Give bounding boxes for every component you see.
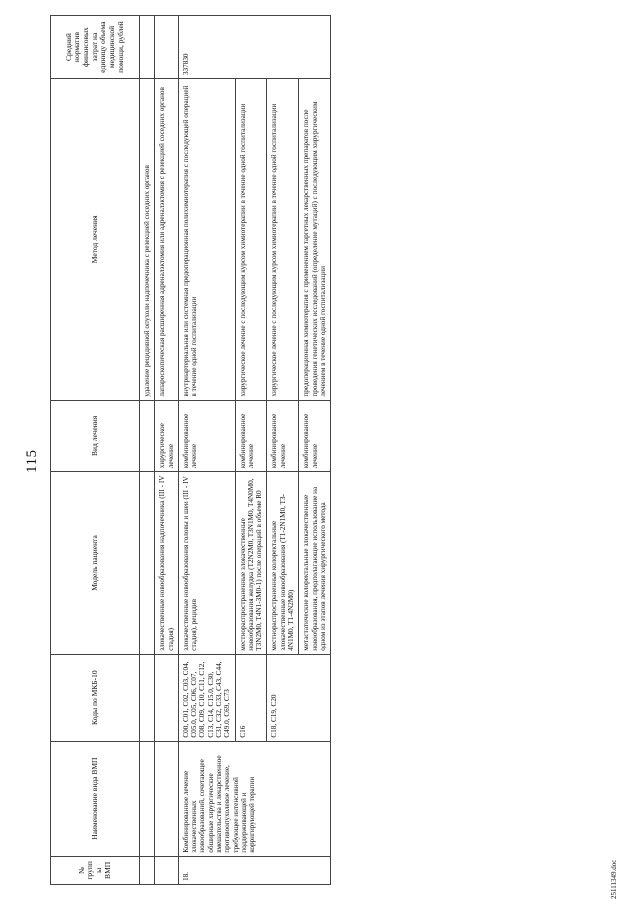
table-row: [140, 16, 155, 885]
cell-method: лапароскопическая расширенная адреналэктомия или адреналэктомия с резекцией соседних органов: [155, 79, 179, 401]
header-icd-codes: Коды по МКБ-10: [51, 654, 140, 741]
cell-model: злокачественные новообразования головы и шеи (III - IV стадия), рецидив: [178, 472, 235, 654]
table-header-row: [51, 16, 140, 885]
cell-method: хирургическое лечение с последующим курсом химиотерапии в течение одной госпитализации: [267, 79, 299, 401]
cell-icd-codes: C16: [235, 654, 267, 741]
cell-type: хирургическое лечение: [155, 400, 179, 472]
cell-type: комбинированное лечение: [267, 400, 299, 472]
table-row: [178, 16, 235, 885]
cell-group-number: 18.: [178, 856, 330, 884]
cell-type: комбинированное лечение: [178, 400, 235, 472]
header-patient-model: Модель пациента: [51, 472, 140, 654]
header-treatment-type: Вид лечения: [51, 400, 140, 472]
cell-method: удаление рецидивной опухоли надпочечника с резекцией соседних органов: [140, 79, 155, 401]
header-treatment-method: Метод лечения: [51, 79, 140, 401]
cell-icd-codes: C18, C19, C20: [267, 654, 331, 741]
treatment-table: [50, 15, 331, 885]
cell-method: предоперационная химиотерапия с применением таргетных лекарственных препаратов после проведения генетических исследований (определение мутаций) с последующим хирургическим лечением в течение одной госпитализации: [299, 79, 331, 401]
cell-method: хирургическое лечение с последующим курсом химиотерапии в течение одной госпитализации: [235, 79, 267, 401]
cell-model: метастатические колоректальные злокачественные новообразования, предполагающие использование на одном из этапов лечения хирургического метода: [299, 472, 331, 654]
cell-type: комбинированное лечение: [235, 400, 267, 472]
header-group-number: № группы ВМП: [51, 856, 140, 884]
cell-model: местнораспространенные злокачественные новообразования желудка (T2N2M0, T3N1M0, T4N0M0, T3N2M0, T4N1-3M0-1) после операций в объеме R0: [235, 472, 267, 654]
cell-model: злокачественные новообразования надпочечника (III - IV стадия): [155, 472, 179, 654]
page-number: 115: [24, 449, 40, 473]
cell-vmp-name: Комбинированное лечение злокачественных новообразований, сочетающее обширные хирургические вмешательства и лекарственное противоопухолевое лечение, требующее интенсивной поддерживающей и корригирующей терапии: [178, 741, 330, 856]
cell-method: внутриартериальная или системная предоперационная полихимиотерапия с последующей операцией в течение одной госпитализации: [178, 79, 235, 401]
footer-filename: 25111349.doc: [610, 859, 618, 899]
header-average-cost: Средний норматив финансовых затрат на единицу объема медицинской помощи, рублей: [51, 16, 140, 79]
header-vmp-name: Наименование вида ВМП: [51, 741, 140, 856]
cell-model: местнораспространенные колоректальные злокачественные новообразования (T1-2N1M0, T3-4N1M0, T1-4N2M0): [267, 472, 299, 654]
table-row: [155, 16, 179, 885]
cell-type: комбинированное лечение: [299, 400, 331, 472]
cell-icd-codes: C00, C01, C02, C03, C04, C05.0, C05, C06, C07, C08, C09, C10, C11, C12, C13, C14, C15.0, C30, C31, C32, C33, C43, C44, C49.0, C69, C73: [178, 654, 235, 741]
cell-average-cost: 337830: [178, 16, 330, 79]
